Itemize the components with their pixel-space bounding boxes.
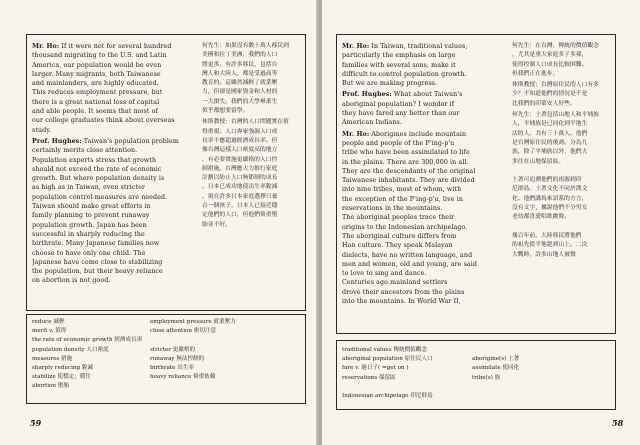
text-line: dialects, have no written language, and (342, 251, 473, 259)
text-line (512, 167, 610, 176)
glossary-entry: population density 人口密度 (32, 346, 109, 353)
glossary-entry: runaway 無法控制的 (150, 355, 205, 362)
text-line: 老幼都喜愛唱歌跳舞。 (512, 214, 570, 221)
right-english-column (342, 42, 506, 308)
text-line: Prof. Hughes: Taiwan's population problem (32, 137, 179, 145)
glossary-entry: close attention 密切注意 (150, 328, 217, 335)
glossary-entry: the rate of economic growth 經濟成長率 (32, 337, 143, 344)
text-line: origins to the Indonesian archipelago. (342, 223, 468, 231)
text-line: and mainlanders, are highly educated. (32, 80, 159, 88)
text-line: 沒有文字，據說他們不分男女 (512, 205, 588, 212)
text-line: larger. Many migrants, both Taiwanese (32, 70, 161, 78)
glossary-entry (472, 346, 612, 355)
glossary-entry: stricter 更嚴格的 (150, 346, 196, 353)
text-line: particularly the emphasis on large (342, 52, 456, 60)
text-line: The aboriginal peoples trace their (342, 214, 455, 222)
text-line: The aboriginal culture differs from (342, 232, 457, 240)
text-line: 長率不應超過經濟成長率。但 (202, 137, 278, 144)
text-line: 定他們的人口，但他們倚重墮 (202, 212, 278, 219)
glossary-entry: merit v. 值得 (32, 328, 67, 335)
text-line: 幾百年前，大陸移民將他們 (512, 232, 582, 239)
text-line: 一大損失。我們的大學畢業生 (202, 98, 278, 105)
text-line: aboriginal population? I wonder if (342, 100, 455, 108)
text-line: the population, but their heavy reliance (32, 268, 163, 276)
text-line: This reduces employment pressure, but (32, 89, 163, 97)
text-line: 大戰時，許多山地人被徵 (512, 251, 576, 258)
text-line: ，有必要實施更嚴格的人口控 (202, 156, 278, 163)
text-line: into nine tribes, most of whom, with (342, 186, 462, 194)
text-line: reservations in the mountains. (342, 205, 443, 213)
text-line: 休斯教授：台灣的人口問題實在值 (202, 119, 289, 126)
speaker-name: Prof. Hughes: (32, 137, 82, 145)
text-line: 制措施。台灣應大力推行家庭 (202, 165, 278, 172)
text-line: drove their ancestors from the plains (342, 288, 465, 296)
glossary-entry: traditional values 傳統價值觀念 (342, 347, 427, 353)
glossary-entry: heavy reliance 倚重依賴 (150, 374, 216, 381)
text-line: into the mountains. In World War II, (342, 298, 461, 306)
text-line: birthrate. Many Japanese families now (32, 240, 160, 248)
text-line: difficult to control population growth. (342, 70, 467, 78)
text-line: 的祖先從平地趕到山上。二次 (512, 242, 588, 249)
text-line: choose to have only one child. The (32, 249, 146, 257)
text-line: people and people of the P'ing-p'u (342, 139, 455, 147)
text-line: population control measures are needed. (32, 193, 168, 201)
text-line: American Indians. (342, 119, 402, 127)
text-line: should not exceed the rate of economic (32, 165, 162, 173)
text-line: thousand migrating to the U.S. and Latin (32, 52, 167, 60)
glossary-entry: aboriginal population 原住民人口 (342, 356, 433, 363)
glossary-entry: aborigine(s) 土著 (472, 356, 520, 363)
text-line: Mr. Ho: In Taiwan, traditional values, (342, 43, 468, 50)
dialogue-paragraph (342, 42, 506, 88)
text-line: 但我們正在進步。 (512, 70, 559, 77)
text-line: 化。他們講馬來語系的方言， (512, 195, 588, 202)
text-line: Centuries ago mainland settlers (342, 279, 448, 287)
page-number: 59 (30, 418, 42, 428)
text-line: and able people. It seems that most of (32, 108, 158, 116)
glossary-entry: reduce 減輕 (32, 319, 65, 325)
text-line: But we are making progress. (342, 80, 438, 88)
dialogue-paragraph (342, 90, 506, 127)
dialogue-paragraph (32, 137, 192, 286)
text-line: 。現在許多日本家庭選擇只養 (202, 193, 278, 200)
left-chinese-column (202, 42, 300, 232)
text-line: 美國和拉丁美洲，我們的人口 (202, 52, 278, 59)
text-line: certainly merits close attention. (32, 147, 138, 155)
glossary-entry: assimilate 使同化 (472, 365, 520, 372)
dialogue-paragraph (342, 130, 506, 307)
text-line: 將更多。有許多移民，包括台 (202, 61, 278, 68)
text-line: 力，但卻是國家資金和人材的 (202, 89, 278, 96)
glossary-entry: stabilize 使穩定；穩住 (32, 374, 91, 381)
glossary-entry: measures 措施 (32, 355, 73, 362)
speaker-name: Mr. Ho: (342, 43, 370, 50)
text-line: the exception of the P'ing-p'u, live in (342, 195, 464, 203)
text-line: 人，平埔族是已同化到平地生 (512, 121, 588, 128)
right-chinese-column (512, 42, 610, 262)
text-line: 使得控制人口成長比較困難。 (512, 61, 588, 68)
text-line: family planning to prevent runaway (32, 212, 150, 220)
glossary-entry: fare v. 過日子( =get on ) (342, 365, 409, 372)
text-line: 何先生：土著包括山地人和平埔族 (512, 112, 599, 119)
glossary-entry (342, 383, 482, 392)
left-page (0, 0, 318, 445)
glossary-entry: sharply reducing 銳減 (32, 365, 94, 372)
text-line: 是台灣原住民的後裔。分為九 (512, 139, 588, 146)
translation-paragraph (512, 81, 610, 109)
text-line: 多住在山地保留區。 (512, 158, 565, 165)
text-line: Mr. Ho: If it were not for several hundred (32, 43, 172, 50)
text-line: 像台灣這樣人口密度高的地方 (202, 147, 278, 154)
right-glossary-col-a (342, 346, 482, 401)
text-line: 育一個孩子。日本人已接近穩 (202, 203, 278, 210)
glossary-entry: birthrate 出生率 (150, 365, 195, 372)
text-line: 計劃以防止人口無節制的成長 (202, 175, 278, 182)
left-english-column (32, 42, 192, 288)
text-line: 尼群島。土著文化不同於漢文 (512, 186, 588, 193)
text-line: there is a great national loss of capital (32, 98, 160, 106)
speaker-name: Mr. Ho: (32, 43, 60, 50)
text-line: population growth. Japan has been (32, 221, 147, 229)
translation-paragraph (202, 118, 300, 230)
text-line: America, our population would be even (32, 61, 162, 69)
text-line: successful in sharply reducing the (32, 230, 145, 238)
left-glossary-col-a (32, 318, 162, 392)
text-line: men and women, old and young, are said (342, 260, 478, 268)
page-number: 58 (612, 418, 624, 428)
text-line: 休斯教授：台灣原住民的人口有多 (512, 82, 599, 89)
text-line: Prof. Hughes: What about Taiwan's (342, 91, 463, 99)
glossary-entry: tribe(s) 族 (472, 374, 501, 381)
text-line: Population experts stress that growth (32, 156, 157, 164)
text-line: 似乎都想要留學。 (202, 108, 249, 115)
text-line: 土著可追溯他們的祖源到印 (512, 177, 582, 184)
text-line: Mr. Ho: Aborigines include mountain (342, 130, 467, 138)
translation-paragraph (512, 111, 610, 260)
text-line: 族，除了平埔族以外，他們大 (512, 149, 588, 156)
text-line: 。日本已成功地使出生率銳減 (202, 184, 278, 191)
text-line (512, 223, 610, 232)
translation-paragraph (202, 42, 300, 116)
text-line: 活的人。共有三十萬人。他們 (512, 130, 588, 137)
speaker-name: Prof. Hughes: (342, 91, 392, 99)
text-line: They are the descendants of the original (342, 167, 476, 175)
text-line: as high as in Taiwan, even stricter (32, 184, 146, 192)
dialogue-paragraph (32, 42, 192, 135)
right-page (322, 0, 640, 445)
speaker-name: Mr. Ho: (342, 130, 370, 138)
text-line: to love to sing and dance. (342, 270, 427, 278)
text-line: 教育的。這雖然減輕了就業壓 (202, 80, 278, 87)
text-line: Taiwanese inhabitants. They are divided (342, 177, 475, 185)
text-line: 何先生：如果沒有數十萬人移民到 (202, 43, 289, 49)
text-line: ，尤其是重大家庭多子多孫， (512, 52, 588, 59)
glossary-entry (472, 383, 612, 392)
text-line: 得重視。人口專家強調人口成 (202, 128, 278, 135)
glossary-entry (150, 382, 300, 391)
text-line: Japanese have come close to stabilizing (32, 258, 163, 266)
glossary-entry (150, 336, 300, 345)
text-line: our college graduates think about overseas (32, 117, 175, 125)
text-line: Han culture. They speak Malayan (342, 242, 453, 250)
right-glossary-col-b (472, 346, 612, 401)
text-line: 比我們的印第安人好些。 (512, 100, 576, 107)
text-line: growth. But where population density is (32, 175, 165, 183)
text-line: Taiwan should make great efforts in (32, 203, 151, 211)
text-line: they have fared any better than our (342, 110, 460, 118)
glossary-entry: employment pressure 就業壓力 (150, 319, 236, 325)
text-line: 胎並不好。 (202, 221, 231, 228)
glossary-entry: abortion 墮胎 (32, 383, 69, 390)
text-line: 何先生：在台灣，傳統的價值觀念 (512, 43, 599, 49)
text-line: 少？不知道他們的情況是不是 (512, 91, 588, 98)
text-line: 灣人和大陸人，都是受過高等 (202, 70, 278, 77)
text-line: study. (32, 126, 52, 134)
text-line: on abortion is not good. (32, 277, 111, 285)
glossary-entry: Indonesian archipelago 印尼群島 (342, 393, 433, 400)
translation-paragraph (512, 42, 610, 79)
text-line: in the plains. There are 300,000 in all. (342, 158, 469, 166)
glossary-entry: reservations 保留區 (342, 374, 396, 381)
glossary-entry (472, 392, 612, 401)
left-glossary-col-b (150, 318, 300, 392)
text-line: tribe who have been assimilated to life (342, 149, 470, 157)
text-line: families with several sons, make it (342, 61, 456, 69)
